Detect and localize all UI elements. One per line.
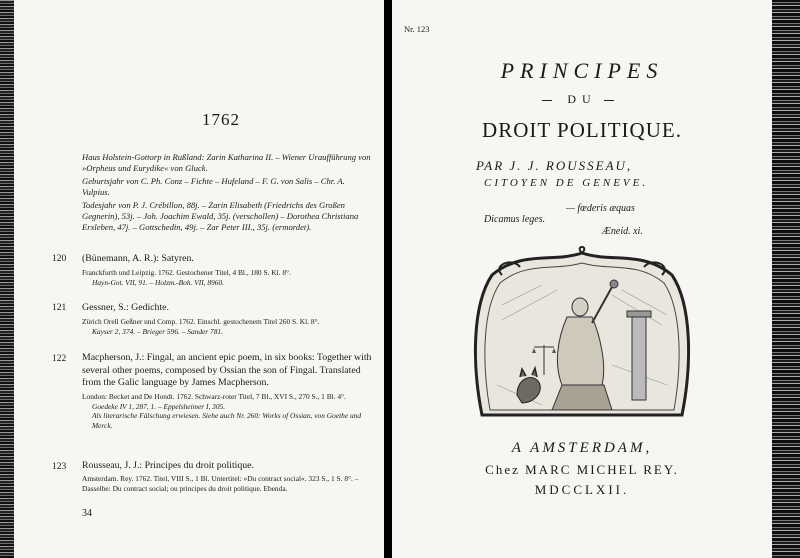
- imprint-line-1: A AMSTERDAM,: [511, 440, 653, 456]
- title-line-3: DROIT POLITIQUE.: [482, 118, 682, 142]
- entry-imprint: Franckfurth und Leipzig. 1762. Gestochener Titel, 4 Bl., 180 S. Kl. 8°.: [82, 268, 291, 277]
- motto-line-3: Æneid. xi.: [602, 226, 643, 237]
- entry-imprint: Amsterdam. Rey. 1762. Titel, VIII S., 1 Bl. Untertitel: »Du contract social«. 323 S., 1 S. 8°. – Dasselbe: Du contract social; ou principes du droit politique. Ebenda.: [82, 474, 359, 493]
- entry-details: [82, 474, 372, 493]
- entry-number: 121: [52, 303, 67, 313]
- entry-heading: Gessner, S.: Gedichte.: [82, 302, 169, 313]
- year-heading: 1762: [202, 110, 240, 129]
- entry-heading: (Bünemann, A. R.): Satyren.: [82, 253, 194, 264]
- entry-details: [82, 268, 372, 287]
- ornament-dash: [542, 100, 552, 101]
- chronology-paragraph: Haus Holstein-Gottorp in Rußland: Zarin Katharina II. – Wiener Uraufführung von »Orpheus und Eurydike« von Gluck.: [82, 152, 371, 174]
- entry-reference: Goedeke IV 1, 287, 1. – Eppelsheimer I, 305.: [92, 401, 226, 411]
- citizen-line: CITOYEN DE GENEVE.: [484, 177, 649, 189]
- right-page: [392, 0, 772, 558]
- scan-edge-right: [772, 0, 800, 558]
- entry-number: 123: [52, 462, 67, 472]
- motto-line-1: — fœderis æquas: [566, 203, 635, 214]
- book-gutter: [384, 0, 392, 558]
- entry-heading: Rousseau, J. J.: Principes du droit politique.: [82, 460, 254, 471]
- entry-number: 122: [52, 354, 67, 364]
- entry-details: [82, 392, 372, 430]
- title-line-2: DU: [567, 92, 597, 106]
- title-line-1: PRINCIPES: [500, 58, 664, 83]
- imprint-line-3: MDCCLXII.: [534, 482, 630, 497]
- entry-heading: Macpherson, J.: Fingal, an ancient epic poem, in six books: Together with several other poems, composed by Ossian the son of Fingal. Translated from the Galic language by James Macpherson.: [82, 352, 372, 388]
- left-page: [14, 0, 384, 558]
- entry-number: 120: [52, 254, 67, 264]
- entry-reference: Hayn-Got. VII, 91. – Holzm.-Boh. VII, 8960.: [92, 277, 224, 287]
- chronology-paragraph: Todesjahr von P. J. Crébillon, 88j. – Zarin Elisabeth (Friedrichs des Großen Gegnerin), 53j. – Joh. Joachim Ewald, 35j. (verschollen) – Dorothea Christiana Erxleben, 47j. – Gottschedin, 49j. – Zar Peter III., 35j. (ermordet).: [82, 200, 359, 233]
- ornament-dash: [604, 100, 614, 101]
- entry-reference: Kayser 2, 374. – Brieger 596. – Sander 781.: [92, 326, 223, 336]
- engraved-vignette: [462, 245, 702, 425]
- chronology-paragraph: Geburtsjahr von C. Ph. Conz – Fichte – Hufeland – F. G. von Salis – Chr. A. Vulpius.: [82, 176, 345, 198]
- entry-imprint: London: Becket and De Hondt. 1762. Schwarz-roter Titel, 7 Bl., XVI S., 270 S., 1 Bl. 4°.: [82, 392, 346, 401]
- catalog-number: Nr. 123: [404, 24, 430, 34]
- author-line: PAR J. J. ROUSSEAU,: [476, 158, 633, 173]
- entry-details: [82, 317, 372, 336]
- entry-reference: Als literarische Fälschung erwiesen. Siehe auch Nr. 260: Works of Ossian, von Goethe und Merck.: [92, 411, 362, 430]
- scan-edge-left: [0, 0, 14, 558]
- page-number: 34: [82, 508, 92, 519]
- motto-line-2: Dicamus leges.: [484, 214, 546, 225]
- imprint-line-2: Chez MARC MICHEL REY.: [485, 462, 679, 477]
- entry-imprint: Zürich Orell Geßner und Comp. 1762. Einschl. gestochenem Titel 260 S. Kl. 8°.: [82, 317, 320, 326]
